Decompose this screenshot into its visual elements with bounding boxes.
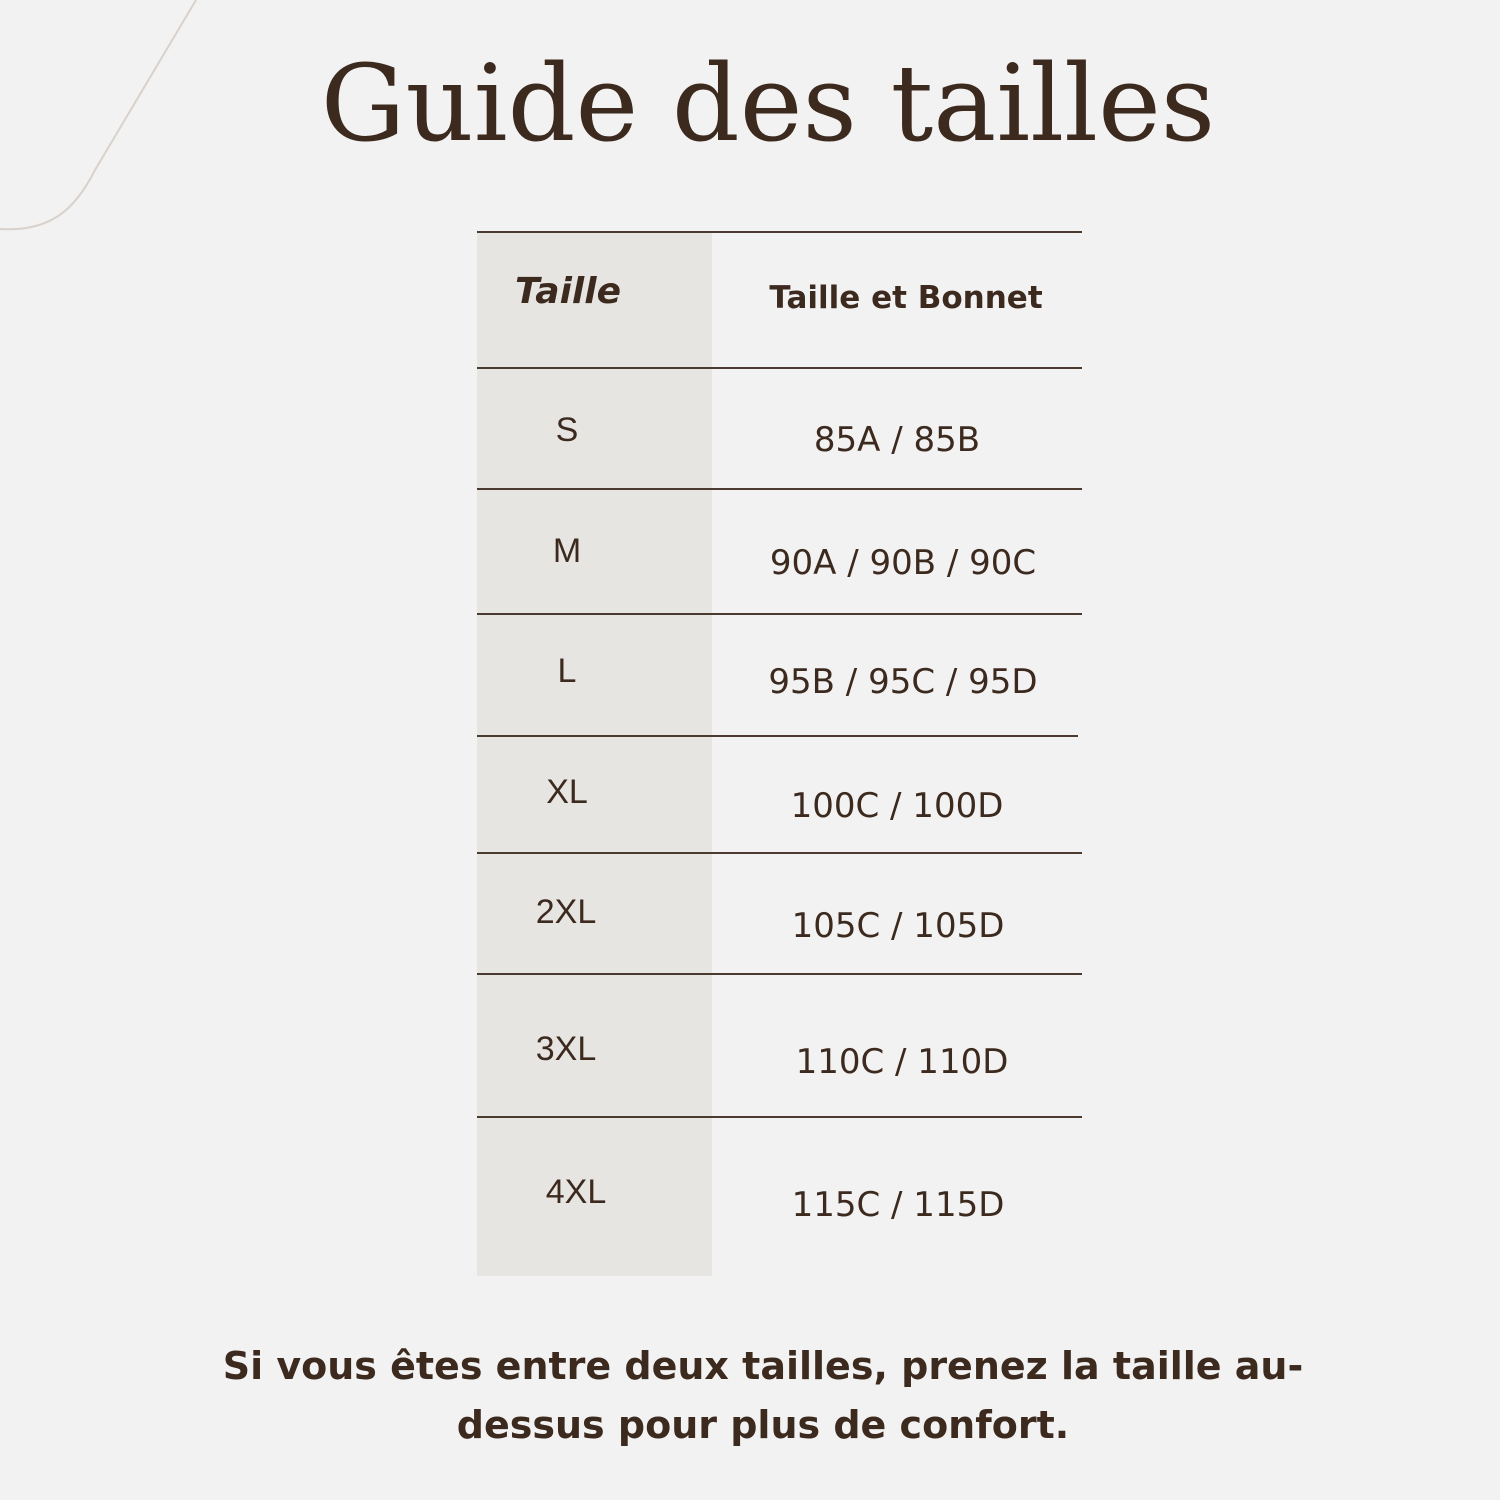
size-table [477,231,1082,1276]
table-rule [477,488,1082,490]
band-cup-cell: 105C / 105D [791,906,1005,946]
size-cell: M [552,532,582,570]
size-cell: S [555,411,579,449]
table-rule [477,852,1082,854]
band-cup-cell: 100C / 100D [790,786,1004,826]
table-rule [477,735,1078,737]
band-cup-cell: 110C / 110D [795,1042,1009,1082]
size-cell: 2XL [535,893,597,931]
table-rule [477,1116,1082,1118]
size-column-background [477,231,712,1276]
table-rule [477,613,1082,615]
size-cell: XL [546,773,588,811]
column-header-size: Taille [514,271,622,312]
table-rule [477,367,1082,369]
table-rule [477,231,1082,233]
band-cup-cell: 115C / 115D [791,1185,1005,1225]
size-advice-note: Si vous êtes entre deux tailles, prenez la taille au-dessus pour plus de confort. [222,1344,1304,1447]
size-cell: L [557,652,577,690]
table-rule [477,973,1082,975]
band-cup-cell: 95B / 95C / 95D [768,662,1038,702]
band-cup-cell: 90A / 90B / 90C [769,543,1037,583]
band-cup-cell: 85A / 85B [813,420,981,460]
size-cell: 3XL [535,1030,597,1068]
size-cell: 4XL [545,1173,607,1211]
page-title: Guide des tailles [320,42,1216,165]
column-header-band-cup: Taille et Bonnet [769,280,1043,316]
